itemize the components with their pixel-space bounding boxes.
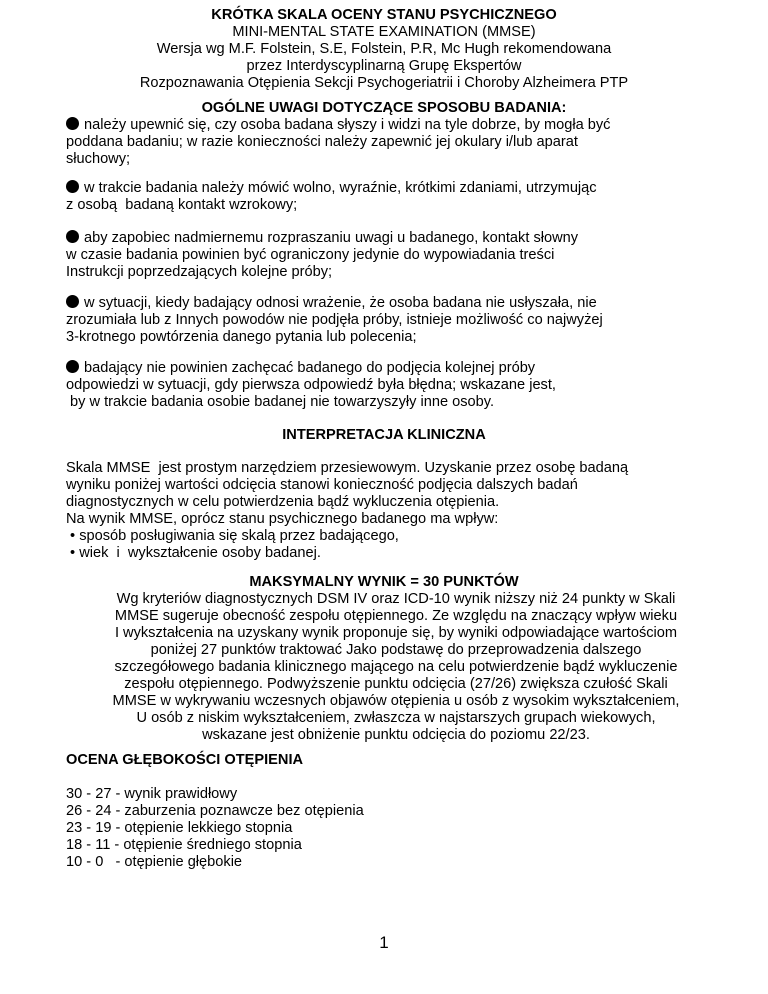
header-section-line: Rozpoznawania Otępienia Sekcji Psychogeriatrii i Choroby Alzheimera PTP [139, 75, 629, 91]
bullet-icon [66, 230, 79, 243]
severity-item: 23 - 19 - otępienie lekkiego stopnia [66, 820, 293, 836]
general-bullet-3: aby zapobiec nadmiernemu rozpraszaniu uwagi u badanego, kontakt słowny w czasie badania powinien być ograniczony jedynie do wypowiadania treści Instrukcji poprzedzających kolejne próby; [66, 230, 579, 280]
page-number: 1 [379, 933, 389, 952]
general-bullet-5: badający nie powinien zachęcać badanego do podjęcia kolejnej próby odpowiedzi w sytuacji, gdy pierwsza odpowiedź była błędna; wskazane jest, by w trakcie badania osobie badanej nie towarzyszyły inne osoby. [66, 360, 556, 410]
interpretation-text: Skala MMSE jest prostym narzędziem przesiewowym. Uzyskanie przez osobę badaną wyniku poniżej wartości odcięcia stanowi konieczność podjęcia dalszych badań diagnostycznych w celu potwierdzenia bądź wykluczenia otępienia. Na wynik MMSE, oprócz stanu psychicznego badanego ma wpływ: • sposób posługiwania się skalą przez badającego, • wiek i wykształcenie osoby badanej. [66, 460, 629, 561]
bullet-icon [66, 180, 79, 193]
max-score-heading: MAKSYMALNY WYNIK = 30 PUNKTÓW [249, 574, 519, 590]
interpretation-heading: INTERPRETACJA KLINICZNA [282, 427, 486, 443]
bullet-icon [66, 360, 79, 373]
document-title: KRÓTKA SKALA OCENY STANU PSYCHICZNEGO [211, 7, 557, 23]
header-experts-line: przez Interdyscyplinarną Grupę Ekspertów [246, 58, 522, 74]
bullet-icon [66, 295, 79, 308]
severity-list [66, 786, 364, 871]
document-subtitle: MINI-MENTAL STATE EXAMINATION (MMSE) [232, 24, 536, 40]
general-bullet-4: w sytuacji, kiedy badający odnosi wrażenie, że osoba badana nie usłyszała, nie zrozumiała lub z Innych powodów nie podjęła próby, istnieje możliwość co najwyżej 3-krotnego powtórzenia danego pytania lub polecenia; [66, 295, 603, 345]
general-bullet-1: należy upewnić się, czy osoba badana słyszy i widzi na tyle dobrze, by mogła być poddana badaniu; w razie konieczności należy zapewnić jej okulary i/lub aparat słuchowy; [66, 117, 611, 167]
general-remarks-heading: OGÓLNE UWAGI DOTYCZĄCE SPOSOBU BADANIA: [201, 100, 567, 116]
general-bullet-2: w trakcie badania należy mówić wolno, wyraźnie, krótkimi zdaniami, utrzymując z osobą badaną kontakt wzrokowy; [66, 180, 597, 213]
header-version-line: Wersja wg M.F. Folstein, S.E, Folstein, P.R, Mc Hugh rekomendowana [156, 41, 612, 57]
bullet-icon [66, 117, 79, 130]
severity-item: 30 - 27 - wynik prawidłowy [66, 786, 238, 802]
severity-item: 10 - 0 - otępienie głębokie [66, 854, 243, 870]
severity-item: 26 - 24 - zaburzenia poznawcze bez otępienia [66, 803, 364, 819]
max-score-text: Wg kryteriów diagnostycznych DSM IV oraz ICD-10 wynik niższy niż 24 punkty w Skali MMSE sugeruje obecność zespołu otępiennego. Ze względu na znaczący wpływ wieku I wykształcenia na uzyskany wynik proponuje się, by wyniki odpowiadające wartościom poniżej 27 punktów traktować Jako podstawę do przeprowadzenia dalszego szczegółowego badania klinicznego mającego na celu potwierdzenie bądź wykluczenie zespołu otępiennego. Podwyższenie punktu odcięcia (27/26) zwiększa czułość Skali MMSE w wykrywaniu wczesnych objawów otępienia u osób z wysokim wykształceniem, U osób z niskim wykształceniem, zwłaszcza w najstarszych grupach wiekowych, wskazane jest obniżenie punktu odcięcia do poziomu 22/23. [112, 591, 680, 743]
document-header [0, 7, 768, 92]
severity-heading: OCENA GŁĘBOKOŚCI OTĘPIENIA [66, 752, 304, 768]
severity-item: 18 - 11 - otępienie średniego stopnia [66, 837, 302, 853]
